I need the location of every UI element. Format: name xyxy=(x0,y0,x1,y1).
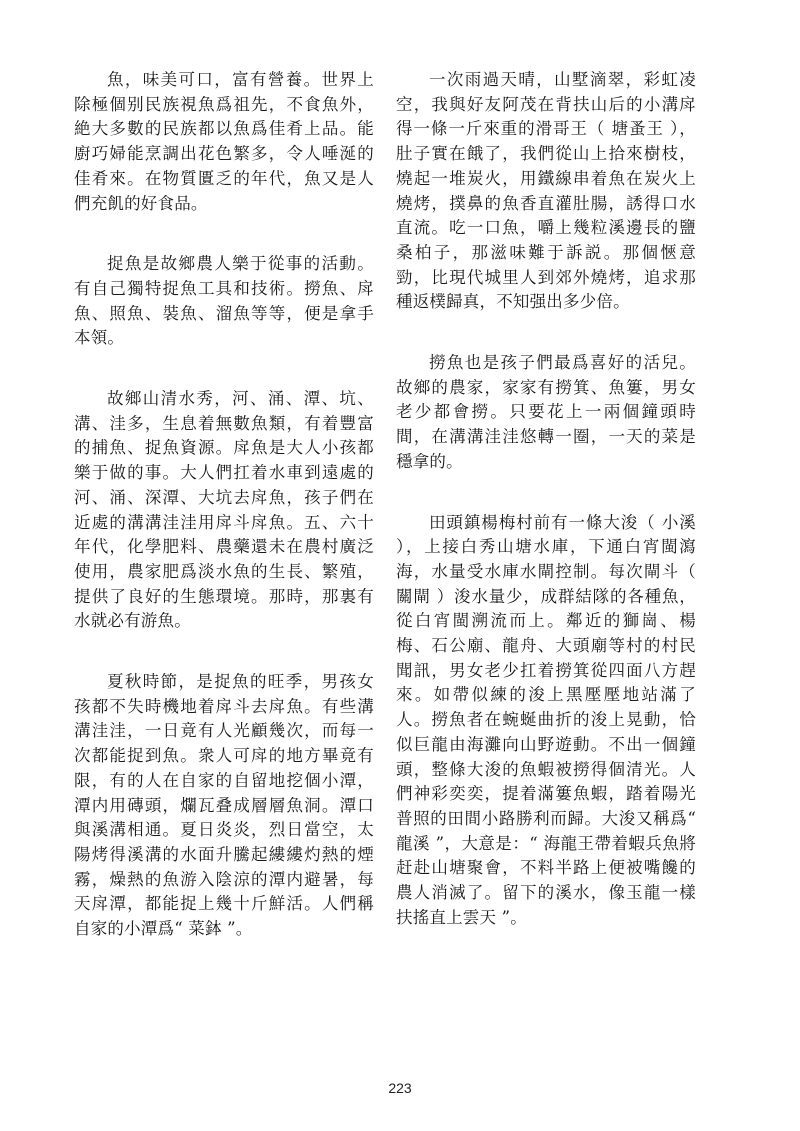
paragraph: 一次雨過天晴，山墅滴翠，彩虹凌空，我與好友阿茂在背扶山后的小溝戽得一條一斤來重的滑哥王（ 塘蚤王 ），肚子實在餓了，我們從山上拾來樹枝，燒起一堆炭火，用鐵線串着魚在炭火上燒烤，撲鼻的魚香直灌肚腸，誘得口水直流。吃一口魚，嚼上幾粒溪邊長的鹽桑柏子，那滋味難于訴説。那個愜意勁，比現代城里人到郊外燒烤，追求那種返樸歸真，不知强出多少倍。 xyxy=(396,70,696,312)
right-column xyxy=(396,68,696,931)
paragraph: 撈魚也是孩子們最爲喜好的活兒。故鄉的農家，家家有撈箕、魚簍，男女老少都會撈。只要花上一兩個鐘頭時間，在溝溝洼洼悠轉一圈，一天的菜是穩拿的。 xyxy=(396,353,696,471)
paragraph: 魚，味美可口，富有營養。世界上除極個别民族視魚爲祖先，不食魚外，絶大多數的民族都以魚爲佳肴上品。能廚巧婦能烹調出花色繁多，令人唾涎的佳肴來。在物質匱乏的年代，魚又是人們充飢的好食品。 xyxy=(74,70,374,213)
page-number: 223 xyxy=(388,1080,412,1096)
left-column xyxy=(74,68,374,942)
paragraph: 夏秋時節，是捉魚的旺季，男孩女孩都不失時機地着戽斗去戽魚。有些溝溝洼洼，一日竟有人光顧幾次，而每一次都能捉到魚。衆人可戽的地方畢竟有限，有的人在自家的自留地挖個小潭，潭内用磚頭，爛瓦叠成層層魚洞。潭口與溪溝相通。夏日炎炎，烈日當空，太陽烤得溪溝的水面升騰起縷縷灼熱的煙霧，燥熱的魚游入陰涼的潭内避暑，每天戽潭，都能捉上幾十斤鮮活。人們稱自家的小潭爲“ 菜鉢 ”。 xyxy=(74,672,374,939)
paragraph: 田頭鎮楊梅村前有一條大浚（ 小溪 ），上接白秀山塘水庫，下通白宵閩瀉海，水量受水庫水閘控制。每次閘斗（ 關閘 ）浚水量少，成群結隊的各種魚，從白宵閩溯流而上。鄰近的獅崗、楊梅、石公廟、龍舟、大頭廟等村的村民聞訊，男女老少扛着撈箕從四面八方趕來。如帶似練的浚上黑壓壓地站滿了人。撈魚者在蜿蜒曲折的浚上晃動，恰似巨龍由海灘向山野遊動。不出一個鐘頭，整條大浚的魚蝦被撈得個清光。人們神彩奕奕，提着滿簍魚蝦，踏着陽光普照的田間小路勝利而歸。大浚又稱爲“ 龍溪 ”，大意是：“ 海龍王帶着蝦兵魚將赶赴山塘聚會，不料半路上便被嘴饞的農人消滅了。留下的溪水，像玉龍一樣扶搖直上雲天 ”。 xyxy=(396,512,696,927)
paragraph: 故鄉山清水秀，河、涌、潭、坑、溝、洼多，生息着無數魚類，有着豐富的捕魚、捉魚資源。戽魚是大人小孩都樂于做的事。大人們扛着水車到遠處的河、涌、深潭、大坑去戽魚，孩子們在近處的溝溝洼洼用戽斗戽魚。五、六十年代，化學肥料、農藥還未在農村廣泛使用，農家肥爲淡水魚的生長、繁殖，提供了良好的生態環境。那時，那裏有水就必有游魚。 xyxy=(74,389,374,631)
paragraph: 捉魚是故鄉農人樂于從事的活動。有自己獨特捉魚工具和技術。撈魚、戽魚、照魚、裝魚、溜魚等等，便是拿手本領。 xyxy=(74,254,374,348)
